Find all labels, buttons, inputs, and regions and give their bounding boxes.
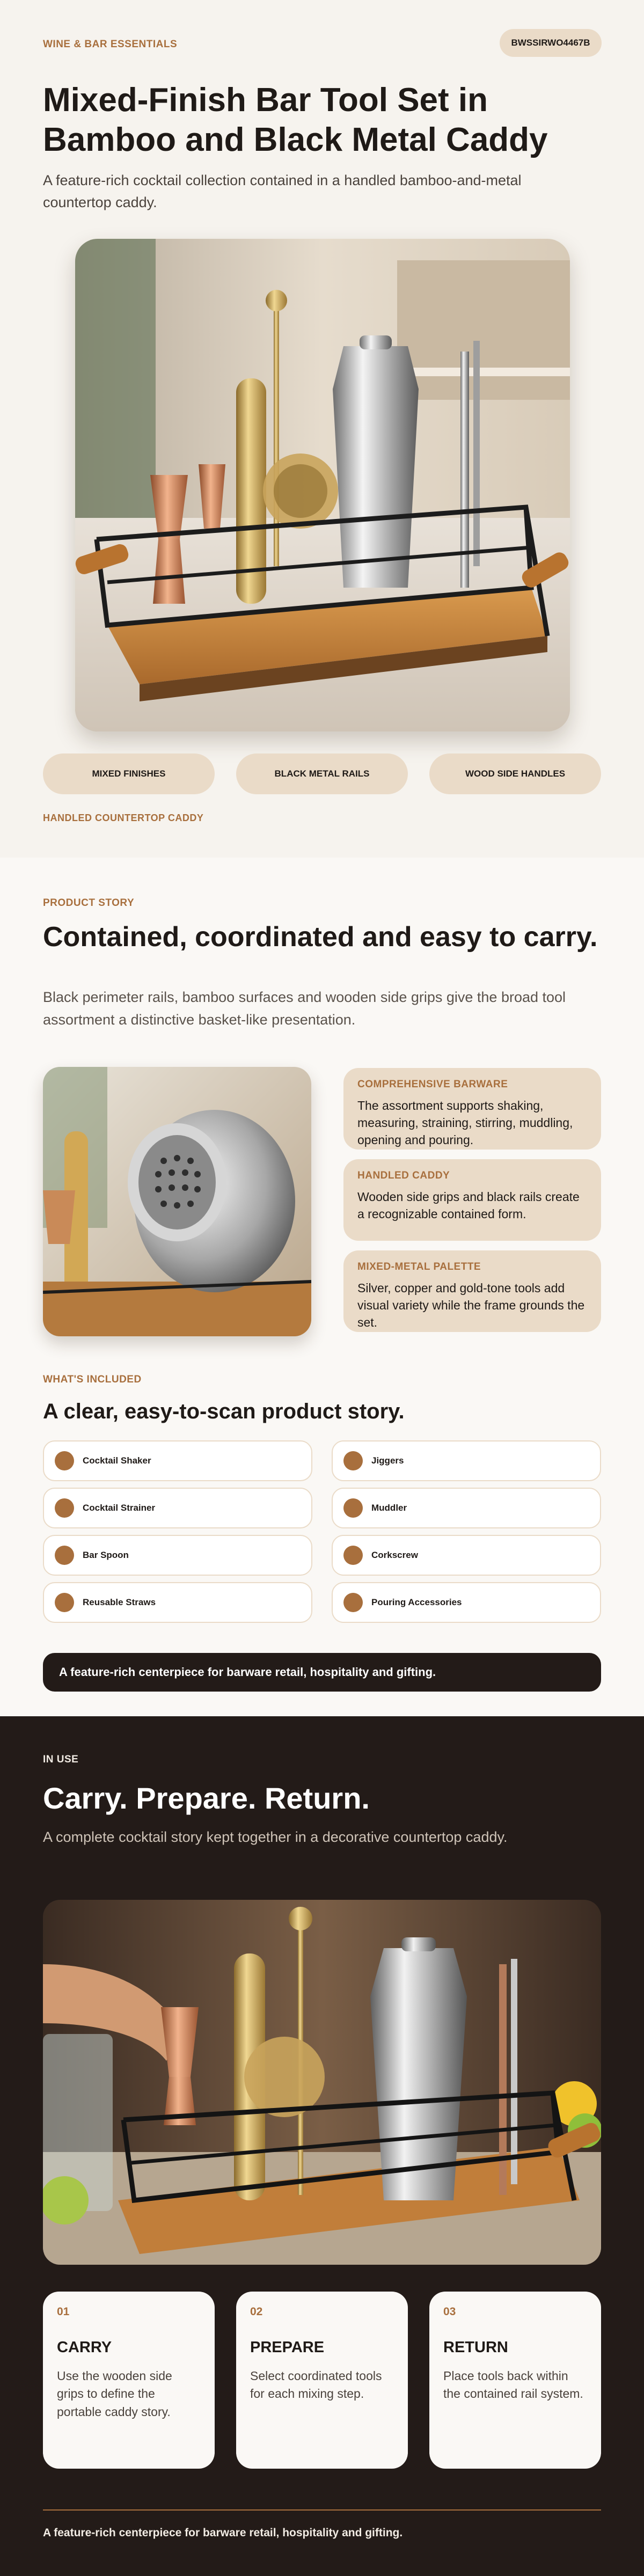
hero-section bbox=[0, 0, 644, 858]
story-body: Black perimeter rails, bamboo surfaces and wooden side grips give the broad tool assortment a distinctive basket-like presentation. bbox=[43, 989, 566, 1028]
included-item: Jiggers bbox=[332, 1440, 601, 1481]
included-item: Cocktail Shaker bbox=[43, 1440, 312, 1481]
feature-title: COMPREHENSIVE BARWARE bbox=[357, 1079, 508, 1090]
in-use-eyebrow: IN USE bbox=[43, 1754, 79, 1765]
included-item: Pouring Accessories bbox=[332, 1582, 601, 1623]
step-title: RETURN bbox=[443, 2339, 508, 2356]
feature-desc: Silver, copper and gold-tone tools add visual variety while the frame grounds the set. bbox=[357, 1281, 585, 1330]
product-title: Mixed-Finish Bar Tool Set in Bamboo and Black Metal Caddy bbox=[43, 82, 548, 159]
footer-text: A feature-rich centerpiece for barware retail, hospitality and gifting. bbox=[43, 2527, 403, 2539]
in-use-section bbox=[0, 1716, 644, 2576]
bullet-dot-icon bbox=[343, 1546, 363, 1565]
in-use-subtitle: A complete cocktail story kept together in a decorative countertop caddy. bbox=[43, 1829, 508, 1845]
included-item: Bar Spoon bbox=[43, 1535, 312, 1576]
step-desc: Use the wooden side grips to define the portable caddy story. bbox=[57, 2369, 172, 2419]
feature-desc: The assortment supports shaking, measuring, straining, stirring, muddling, opening and pouring. bbox=[357, 1099, 573, 1147]
footer-divider bbox=[43, 2509, 601, 2511]
included-item: Muddler bbox=[332, 1488, 601, 1528]
included-eyebrow: WHAT'S INCLUDED bbox=[43, 1374, 142, 1385]
feature-desc: Wooden side grips and black rails create a recognizable contained form. bbox=[357, 1190, 580, 1221]
story-eyebrow: PRODUCT STORY bbox=[43, 897, 135, 909]
tag-black-metal-rails: BLACK METAL RAILS bbox=[236, 753, 408, 794]
step-desc: Place tools back within the contained rail system. bbox=[443, 2369, 583, 2401]
bullet-dot-icon bbox=[55, 1593, 74, 1612]
tag-wood-side-handles: WOOD SIDE HANDLES bbox=[429, 753, 601, 794]
shaker-closeup-illustration bbox=[43, 1067, 311, 1336]
tag-handled-countertop-caddy: HANDLED COUNTERTOP CADDY bbox=[43, 813, 204, 823]
step-card-prepare bbox=[236, 2292, 408, 2469]
bullet-dot-icon bbox=[343, 1451, 363, 1470]
caddy-in-use-illustration bbox=[43, 1900, 601, 2265]
shaker-detail-image bbox=[43, 1067, 311, 1336]
feature-card-mixed-metal-palette bbox=[343, 1250, 601, 1332]
product-subtitle: A feature-rich cocktail collection contained in a handled bamboo-and-metal countertop caddy. bbox=[43, 172, 522, 210]
step-number: 02 bbox=[250, 2306, 263, 2318]
step-title: CARRY bbox=[57, 2339, 112, 2356]
step-desc: Select coordinated tools for each mixing step. bbox=[250, 2369, 382, 2401]
bullet-dot-icon bbox=[343, 1593, 363, 1612]
bullet-dot-icon bbox=[55, 1451, 74, 1470]
step-title: PREPARE bbox=[250, 2339, 325, 2356]
bullet-dot-icon bbox=[55, 1546, 74, 1565]
bullet-dot-icon bbox=[343, 1498, 363, 1518]
included-item: Cocktail Strainer bbox=[43, 1488, 312, 1528]
feature-title: HANDLED CADDY bbox=[357, 1170, 450, 1181]
sku-badge: BWSSIRWO4467B bbox=[500, 29, 602, 57]
included-item: Corkscrew bbox=[332, 1535, 601, 1576]
story-title: Contained, coordinated and easy to carry. bbox=[43, 921, 598, 953]
step-card-return bbox=[429, 2292, 601, 2469]
in-use-image bbox=[43, 1900, 601, 2265]
bullet-dot-icon bbox=[55, 1498, 74, 1518]
feature-title: MIXED-METAL PALETTE bbox=[357, 1261, 481, 1272]
in-use-title: Carry. Prepare. Return. bbox=[43, 1781, 370, 1815]
included-title: A clear, easy-to-scan product story. bbox=[43, 1400, 405, 1423]
feature-card-comprehensive-barware bbox=[343, 1068, 601, 1150]
feature-card-handled-caddy bbox=[343, 1159, 601, 1241]
step-number: 01 bbox=[57, 2306, 70, 2318]
hero-product-image bbox=[75, 239, 570, 731]
bar-caddy-illustration bbox=[75, 239, 570, 731]
step-number: 03 bbox=[443, 2306, 456, 2318]
included-item: Reusable Straws bbox=[43, 1582, 312, 1623]
step-card-carry bbox=[43, 2292, 215, 2469]
category-eyebrow: WINE & BAR ESSENTIALS bbox=[43, 39, 178, 50]
tag-mixed-finishes: MIXED FINISHES bbox=[43, 753, 215, 794]
product-story-section bbox=[0, 858, 644, 1716]
included-banner: A feature-rich centerpiece for barware retail, hospitality and gifting. bbox=[43, 1653, 601, 1692]
